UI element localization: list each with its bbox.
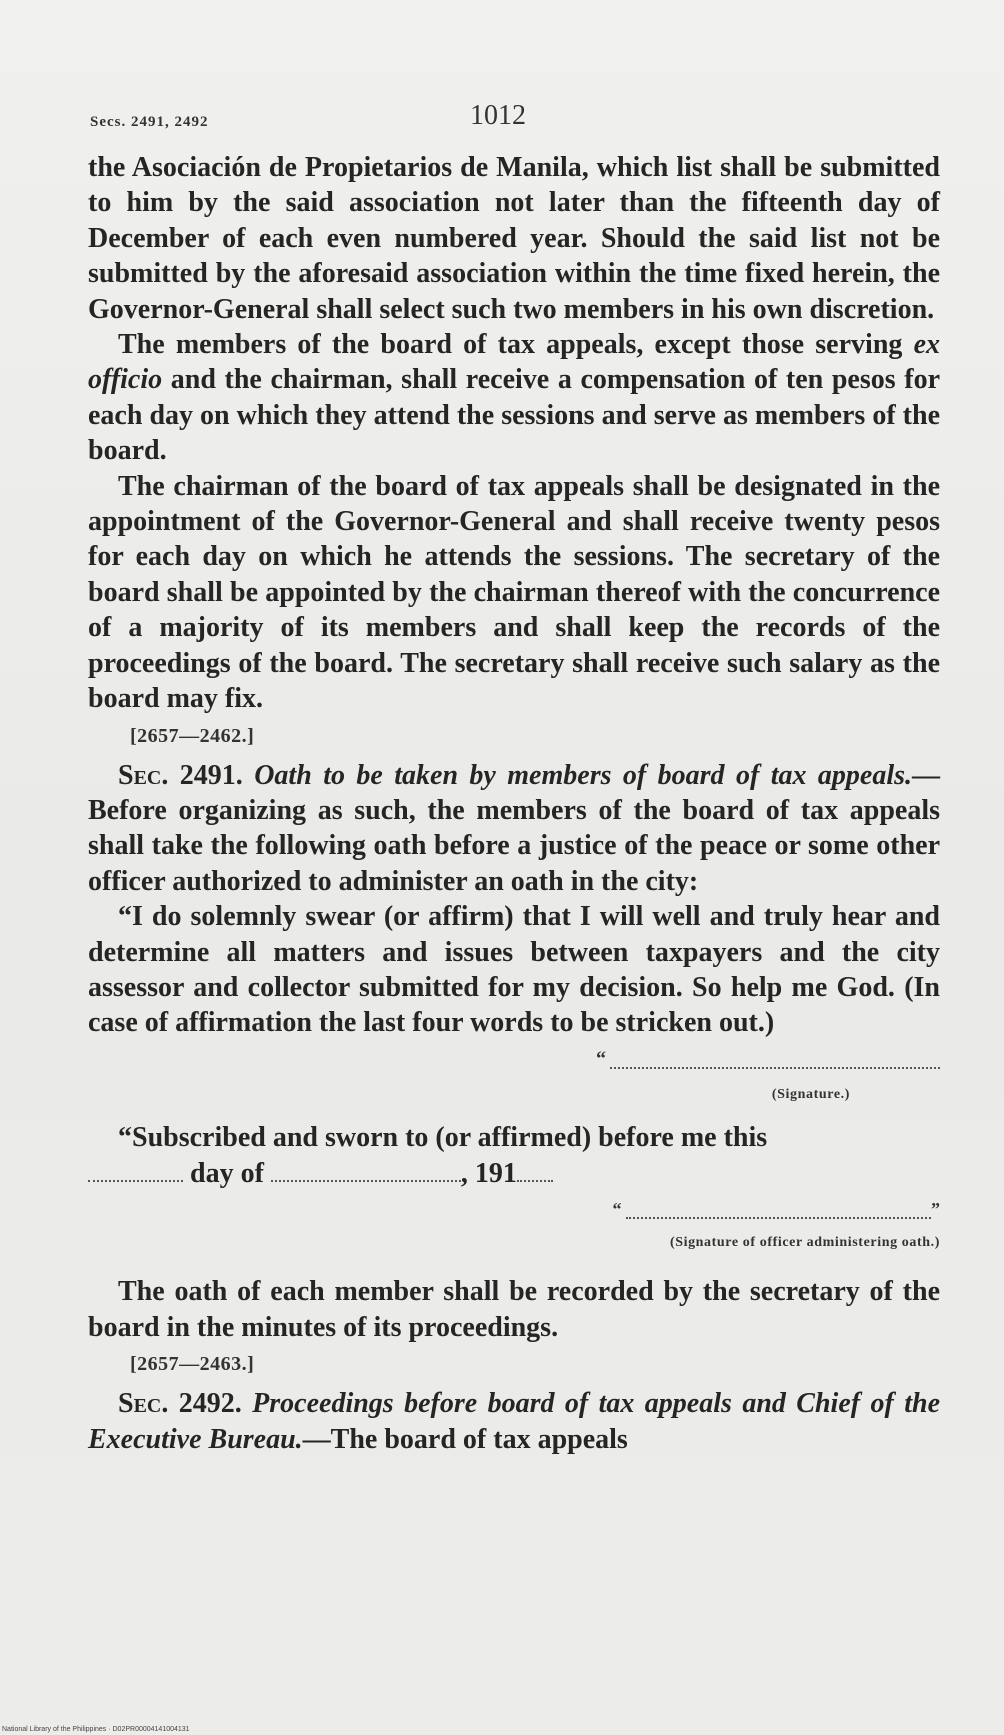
subscribed-paragraph (88, 1120, 940, 1191)
subscribed-text: “Subscribed and sworn to (or affirmed) before me this (118, 1122, 768, 1154)
section-2491-label: Sec. (118, 759, 169, 791)
officer-signature-caption: (Signature of officer administering oath.) (669, 1234, 940, 1250)
section-2492-label: Sec. (118, 1388, 169, 1420)
paragraph-chairman: The chairman of the board of tax appeals shall be designated in the appointment of the Governor-General and shall receive twenty pesos for each day on which he attends the sessions. The secretary of the board shall be appointed by the chairman thereof with the concurrence of a majority of its members and shall keep the records of the proceedings of the board. The secretary shall receive such salary as the board may fix. (88, 470, 940, 715)
ex-officio-term: ex officio (88, 329, 940, 396)
signature-line (88, 1047, 940, 1071)
paragraph-record: The oath of each member shall be recorded by the secretary of the board in the minutes of its proceedings. (88, 1276, 940, 1343)
section-2492-title: Proceedings before board of tax appeals and Chief of the Executive Bureau. (88, 1388, 940, 1455)
citation-reference-1: [2657—2462.] (130, 724, 255, 747)
paragraph-compensation (88, 327, 940, 469)
page-header (90, 100, 940, 140)
subscribed-year-text: , 191 (460, 1157, 517, 1189)
page-body (88, 150, 940, 1457)
subscribed-day-text: day of (183, 1157, 271, 1189)
scan-credit-footer: National Library of the Philippines · D02PR00004141004131 (2, 1726, 190, 1733)
officer-signature-dotted-blank (626, 1203, 931, 1219)
section-2492-number: 2492. (168, 1388, 253, 1420)
paragraph-continuation: the Asociación de Propietarios de Manila, which list shall be submitted to him by the said association not later than the fifteenth day of December of each even numbered year. Should the said list not be submitted by the aforesaid association within the time fixed herein, the Governor-General shall select such two members in his own discretion. (88, 152, 940, 325)
citation-reference-2: [2657—2463.] (130, 1353, 255, 1376)
officer-signature-open-quote: “ (612, 1198, 622, 1219)
section-2491-body: —Before organizing as such, the members of the board of tax appeals shall take the following oath before a justice of the peace or some other officer authorized to administer an oath in the city: (88, 759, 941, 897)
day-blank (88, 1166, 183, 1182)
officer-signature-close-quote: ” (931, 1198, 940, 1219)
page-number: 1012 (470, 100, 526, 131)
signature-caption: (Signature.) (771, 1086, 850, 1102)
paragraph-compensation-text-b: and the chairman, shall receive a compensation of ten pesos for each day on which they attend the sessions and serve as members of the board. (88, 364, 940, 467)
paragraph-compensation-text-a: The members of the board of tax appeals, except those serving (118, 329, 914, 361)
section-2491 (88, 758, 940, 900)
oath-text: “I do solemnly swear (or affirm) that I will well and truly hear and determine all matters and issues between taxpayers and the city assessor and collector submitted for my decision. So help me God. (In case of affirmation the last four words to be stricken out.) (88, 901, 940, 1039)
officer-signature-line (88, 1197, 940, 1221)
section-2492 (88, 1386, 940, 1457)
signature-dotted-blank (610, 1053, 940, 1069)
section-2491-title: Oath to be taken by members of board of tax appeals. (254, 759, 913, 791)
month-blank (271, 1166, 461, 1182)
signature-open-quote: “ (596, 1047, 606, 1070)
section-2491-number: 2491. (168, 759, 255, 791)
running-head-sections: Secs. 2491, 2492 (90, 114, 209, 130)
year-blank (517, 1166, 553, 1182)
section-2492-body: —The board of tax appeals (302, 1423, 628, 1455)
